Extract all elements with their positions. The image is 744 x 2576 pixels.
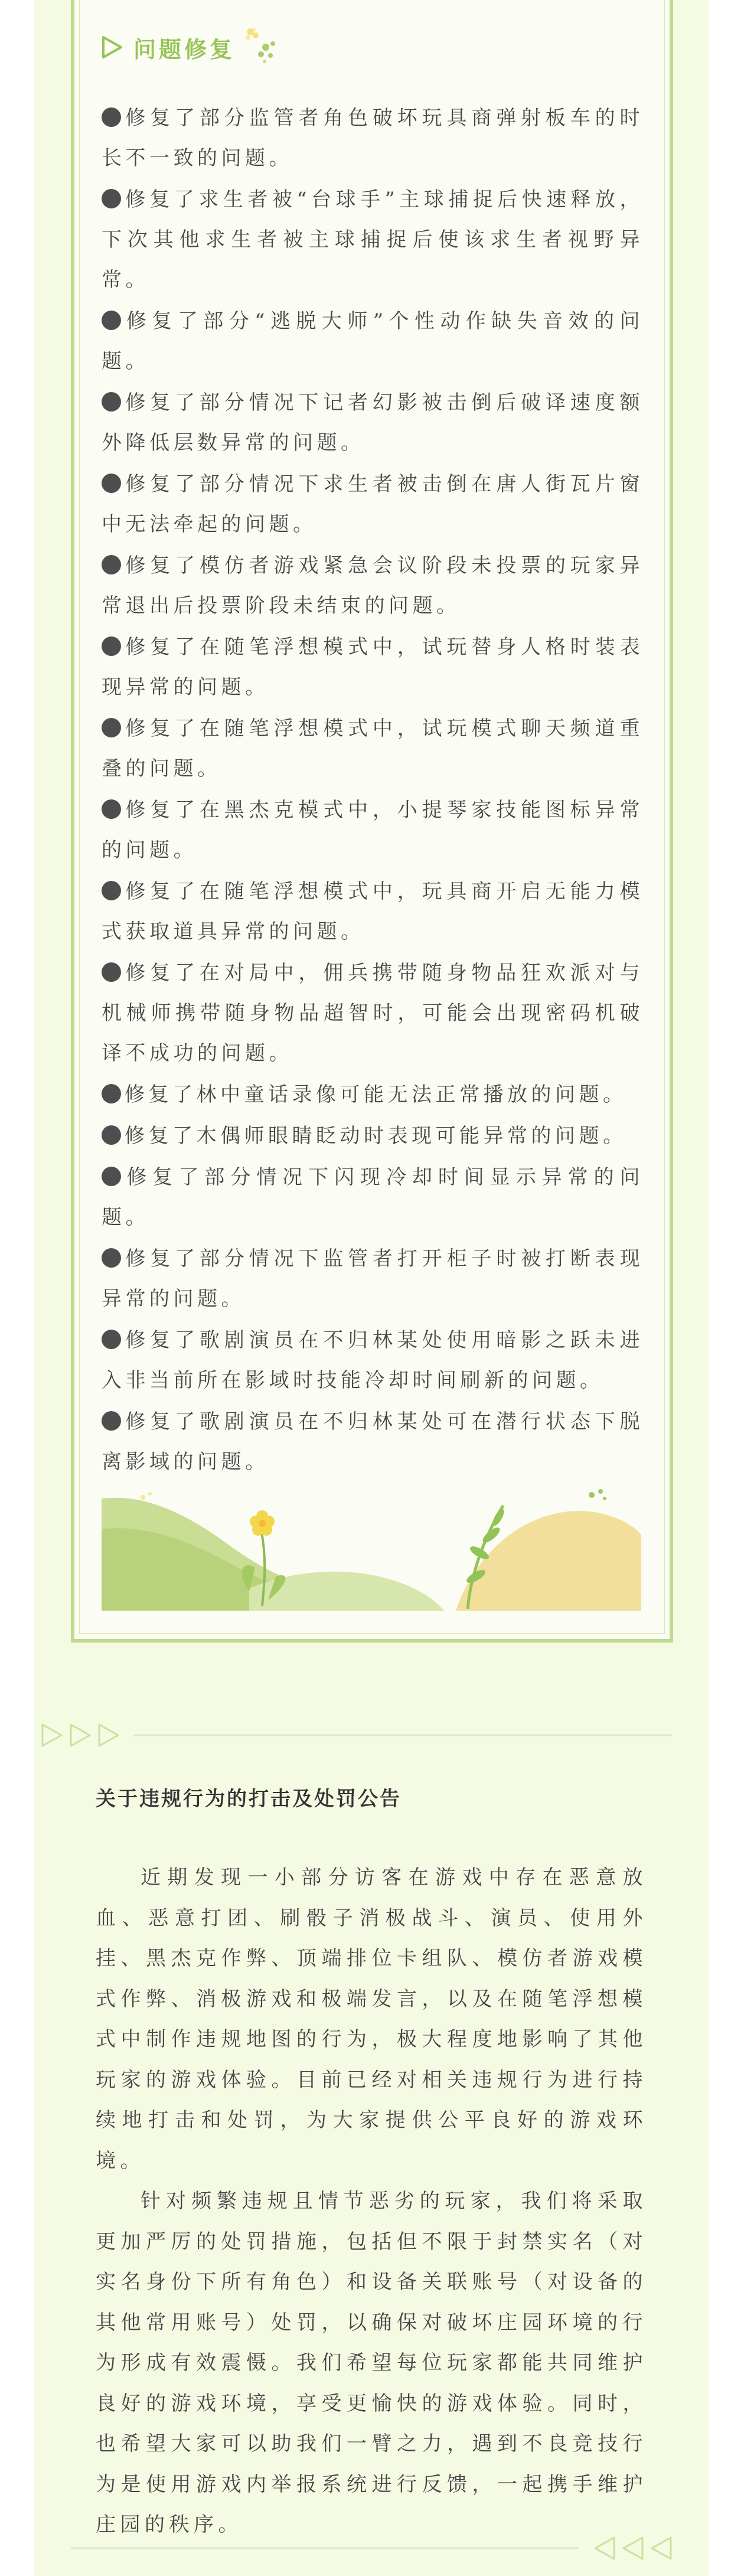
bullet-dot-icon <box>102 1248 121 1268</box>
bullet-dot-icon <box>102 189 121 208</box>
fix-item-text: 修复了部分情况下闪现冷却时间显示异常的问题。 <box>102 1165 644 1229</box>
fix-item-text: 修复了在随笔浮想模式中，试玩模式聊天频道重叠的问题。 <box>102 717 644 781</box>
fix-item <box>102 301 644 381</box>
fix-item <box>102 709 644 789</box>
fix-item <box>102 627 644 707</box>
fix-item-text: 修复了部分情况下记者幻影被击倒后破译速度额外降低层数异常的问题。 <box>102 391 644 455</box>
bullet-dot-icon <box>102 1084 121 1103</box>
flower-dots-icon <box>237 26 280 68</box>
bullet-dot-icon <box>102 962 121 982</box>
fix-item-text: 修复了部分“逃脱大师”个性动作缺失音效的问题。 <box>102 309 644 373</box>
notice-title: 关于违规行为的打击及处罚公告 <box>96 1787 402 1811</box>
bullet-dot-icon <box>102 881 121 900</box>
fix-item <box>102 1157 644 1238</box>
fix-item <box>102 179 644 300</box>
fix-item-text: 修复了歌剧演员在不归林某处可在潜行状态下脱离影域的问题。 <box>102 1410 644 1474</box>
fix-item-text: 修复了在对局中，佣兵携带随身物品狂欢派对与机械师携带随身物品超智时，可能会出现密码机破译不成功的问题。 <box>102 961 644 1065</box>
fix-item <box>102 464 644 544</box>
fix-item <box>102 1075 644 1115</box>
bullet-dot-icon <box>102 718 121 737</box>
section-title: 问题修复 <box>133 35 236 63</box>
fix-item-text: 修复了求生者被“台球手”主球捕捉后快速释放，下次其他求生者被主球捕捉后使该求生者视野异常。 <box>102 188 644 292</box>
bottom-divider <box>59 2531 709 2566</box>
section-divider <box>40 1721 678 1749</box>
notice-paragraph: 近期发现一小部分访客在游戏中存在恶意放血、恶意打团、刷骰子消极战斗、演员、使用外挂、黑杰克作弊、顶端排位卡组队、模仿者游戏模式作弊、消极游戏和极端发言，以及在随笔浮想模式中制作违规地图的行为，极大程度地影响了其他玩家的游戏体验。目前已经对相关违规行为进行持续地打击和处罚，为大家提供公平良好的游戏环境。 <box>96 1866 647 2173</box>
notice-body <box>96 1857 647 2545</box>
fix-item <box>102 1320 644 1400</box>
triangle-arrow-icon <box>102 35 123 59</box>
fix-item-text: 修复了在随笔浮想模式中，试玩替身人格时装表现异常的问题。 <box>102 635 644 699</box>
bullet-dot-icon <box>102 474 121 493</box>
section-header <box>102 26 280 68</box>
bullet-dot-icon <box>102 311 121 330</box>
fix-item <box>102 1239 644 1319</box>
fix-item-text: 修复了在黑杰克模式中，小提琴家技能图标异常的问题。 <box>102 798 644 862</box>
bullet-dot-icon <box>102 1125 121 1145</box>
bullet-dot-icon <box>102 107 121 127</box>
fix-item <box>102 790 644 870</box>
bullet-dot-icon <box>102 1167 121 1186</box>
fix-item-text: 修复了模仿者游戏紧急会议阶段未投票的玩家异常退出后投票阶段未结束的问题。 <box>102 554 644 618</box>
notice-paragraph: 针对频繁违规且情节恶劣的玩家，我们将采取更加严厉的处罚措施，包括但不限于封禁实名（对实名身份下所有角色）和设备关联账号（对设备的其他常用账号）处罚，以确保对破坏庄园环境的行为形成有效震慑。我们希望每位玩家都能共同维护良好的游戏环境，享受更愉快的游戏体验。同时，也希望大家可以助我们一臂之力，遇到不良竞技行为是使用游戏内举报系统进行反馈，一起携手维护庄园的秩序。 <box>96 2189 647 2536</box>
bullet-dot-icon <box>102 555 121 574</box>
bullet-dot-icon <box>102 1330 121 1349</box>
fix-item-text: 修复了部分情况下监管者打开柜子时被打断表现异常的问题。 <box>102 1247 644 1311</box>
landscape-illustration <box>102 1488 641 1611</box>
fix-item-text: 修复了部分情况下求生者被击倒在唐人街瓦片窗中无法牵起的问题。 <box>102 472 644 536</box>
fix-item <box>102 871 644 952</box>
fix-item <box>102 953 644 1073</box>
bullet-dot-icon <box>102 799 121 819</box>
bullet-dot-icon <box>102 636 121 656</box>
fix-item-text: 修复了歌剧演员在不归林某处使用暗影之跃未进入非当前所在影域时技能冷却时间刷新的问题。 <box>102 1328 644 1392</box>
fix-item-text: 修复了部分监管者角色破坏玩具商弹射板车的时长不一致的问题。 <box>102 106 644 170</box>
fix-item-text: 修复了木偶师眼睛眨动时表现可能异常的问题。 <box>125 1124 627 1148</box>
fix-item <box>102 383 644 463</box>
fix-item <box>102 546 644 626</box>
bullet-dot-icon <box>102 392 121 412</box>
fix-list <box>102 98 644 1483</box>
fix-item-text: 修复了林中童话录像可能无法正常播放的问题。 <box>125 1083 627 1106</box>
fix-item-text: 修复了在随笔浮想模式中，玩具商开启无能力模式获取道具异常的问题。 <box>102 880 644 943</box>
fix-item <box>102 1116 644 1156</box>
fix-item <box>102 1402 644 1482</box>
bullet-dot-icon <box>102 1411 121 1431</box>
fix-item <box>102 98 644 178</box>
